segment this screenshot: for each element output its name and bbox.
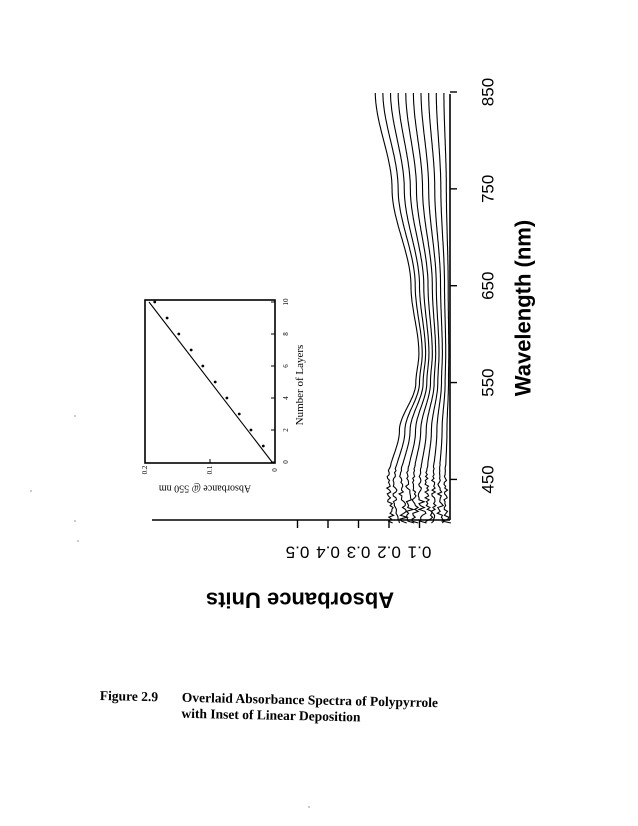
wavelength-tick-label: 750	[478, 174, 498, 204]
wavelength-tick-label: 450	[478, 465, 498, 494]
inset-data-point	[201, 365, 204, 368]
wavelength-axis-label: Wavelength (nm)	[510, 219, 536, 397]
inset-data-point	[214, 381, 217, 384]
inset-absorbance-tick-label: 0.1	[206, 465, 214, 475]
inset-layer-axis-label: Number of Layers	[294, 344, 306, 426]
inset-layer-tick-label: 10	[282, 298, 290, 306]
wavelength-tick-label: 550	[478, 368, 498, 397]
figure-label: Figure 2.9	[99, 688, 159, 705]
absorbance-tick-label: 0.5	[285, 542, 310, 562]
inset-layer-tick-label: 8	[282, 332, 290, 336]
inset-absorbance-axis-label: Absorbance @ 550 nm	[158, 482, 252, 494]
scan-speck	[30, 490, 32, 492]
scan-speck	[77, 540, 79, 542]
inset-data-point	[190, 349, 193, 352]
inset-data-point	[166, 317, 169, 320]
absorbance-tick-label: 0.4	[316, 542, 340, 562]
absorbance-tick-label: 0.1	[407, 542, 432, 562]
wavelength-tick-label: 650	[478, 271, 498, 300]
inset-layer-tick-label: 6	[282, 364, 290, 368]
caption-line-2: with Inset of Linear Deposition	[181, 705, 361, 725]
inset-absorbance-tick-label: 0.2	[141, 465, 149, 475]
inset-data-point	[153, 301, 156, 304]
spectrum-line-10	[375, 93, 419, 523]
scan-speck	[74, 415, 76, 417]
wavelength-tick-label: 850	[478, 77, 498, 107]
inset-data-point	[177, 333, 180, 336]
absorbance-tick-label: 0.2	[377, 542, 401, 562]
inset-absorbance-tick-label: 0	[271, 468, 279, 472]
inset-layer-tick-label: 2	[282, 428, 290, 432]
scan-speck	[74, 520, 76, 522]
absorbance-axis-label: Absorbance Units	[205, 587, 395, 613]
linear-deposition-inset	[141, 298, 306, 494]
inset-layer-tick-label: 0	[282, 460, 290, 464]
inset-data-point	[226, 397, 229, 400]
absorbance-tick-label: 0.3	[346, 542, 371, 562]
inset-data-point	[238, 413, 241, 416]
inset-data-point	[250, 429, 253, 432]
caption-line-1: Overlaid Absorbance Spectra of Polypyrrole	[181, 689, 439, 711]
inset-layer-tick-label: 4	[282, 396, 290, 400]
inset-data-point	[262, 445, 265, 448]
scan-speck	[308, 806, 310, 808]
spectrum-line-4	[421, 93, 439, 523]
